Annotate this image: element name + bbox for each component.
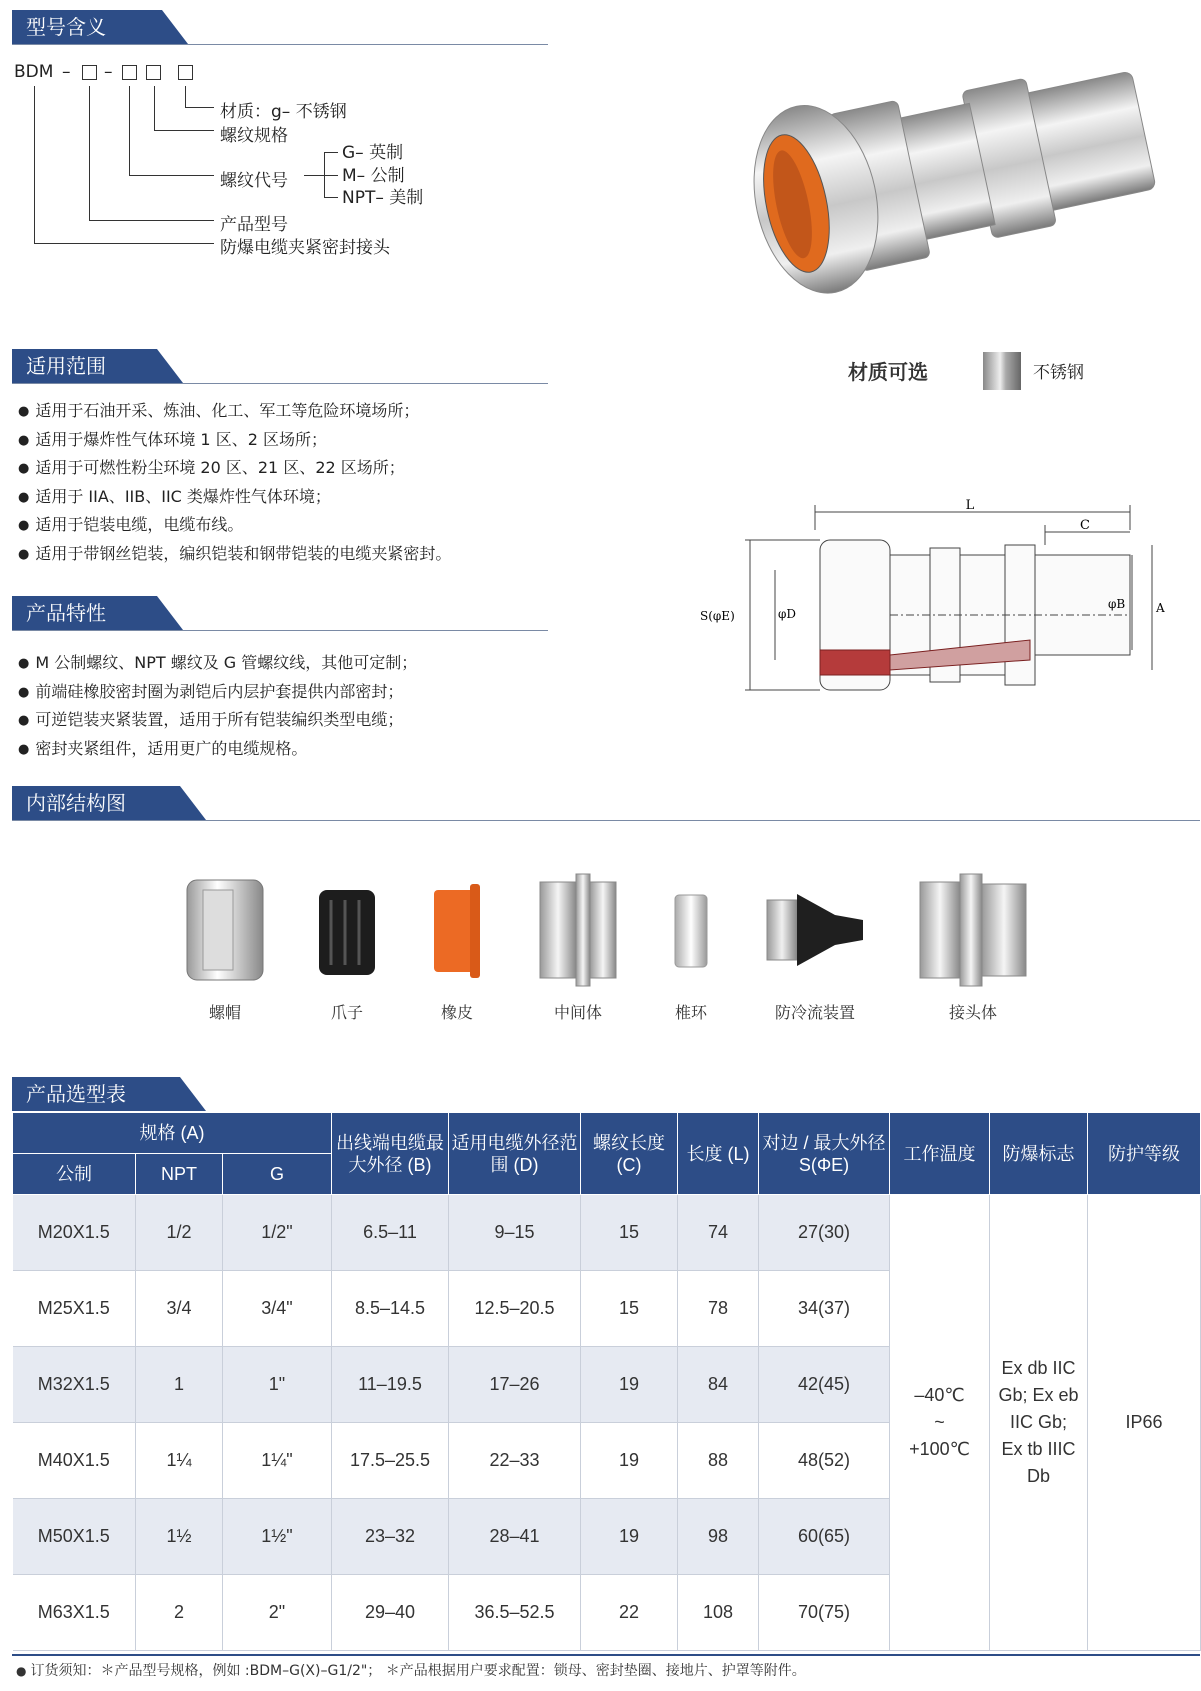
table-cell: 3/4: [136, 1271, 223, 1347]
list-item: ● 适用于石油开采、炼油、化工、军工等危险环境场所；: [18, 398, 451, 427]
leader-line: [324, 175, 338, 176]
model-code-diagram: [14, 62, 514, 282]
leader-line: [154, 86, 155, 131]
table-cell: 23–32: [332, 1499, 449, 1575]
divider: [12, 44, 548, 45]
material-label: 材质可选: [848, 360, 928, 384]
header-g: G: [223, 1154, 332, 1195]
leader-line: [185, 107, 214, 108]
header-metric: 公制: [13, 1154, 136, 1195]
model-dash-2: –: [104, 62, 113, 82]
header-temp: 工作温度: [890, 1113, 990, 1195]
table-cell: M40X1.5: [13, 1423, 136, 1499]
dim-label-c: C: [1080, 518, 1090, 533]
temp-sep: ~: [934, 1412, 945, 1432]
table-cell: 8.5–14.5: [332, 1271, 449, 1347]
model-prefix: BDM: [14, 62, 54, 82]
ip-rating: IP66: [1125, 1412, 1163, 1432]
table-cell: 19: [581, 1499, 678, 1575]
scope-list: [18, 398, 451, 569]
ip-cell: [1088, 1195, 1201, 1651]
part-anti-coldflow: [765, 870, 865, 1022]
part-label: 椎环: [674, 1003, 708, 1022]
divider: [12, 630, 548, 631]
header-outlet: 出线端电缆最大外径 (B): [332, 1113, 449, 1195]
table-cell: M50X1.5: [13, 1499, 136, 1575]
temp-max: +100℃: [909, 1439, 970, 1459]
dim-label-se: S(φE): [700, 609, 735, 623]
model-product-model-label: 产品型号: [220, 215, 288, 235]
part-label: 防冷流装置: [774, 1003, 856, 1022]
table-cell: M25X1.5: [13, 1271, 136, 1347]
table-cell: 2": [223, 1575, 332, 1651]
section-title: 型号含义: [12, 10, 162, 44]
model-thread-option-g: G– 英制: [342, 143, 404, 163]
connector-body-image: [918, 870, 1028, 990]
list-item: ● 前端硅橡胶密封圈为剥铠后内层护套提供内部密封；: [18, 679, 417, 708]
table-cell: 1/2": [223, 1195, 332, 1271]
table-cell: 84: [678, 1347, 759, 1423]
table-cell: 1¼: [136, 1423, 223, 1499]
dim-label-a: A: [1156, 601, 1165, 615]
model-thread-code-label: 螺纹代号: [220, 171, 288, 191]
table-cell: 22–33: [449, 1423, 581, 1499]
leader-line: [129, 86, 130, 176]
anti-coldflow-image: [765, 870, 865, 990]
part-label: 接头体: [948, 1003, 998, 1022]
table-row: [13, 1195, 1201, 1271]
list-item: ● 适用于爆炸性气体环境 1 区、2 区场所；: [18, 427, 451, 456]
dim-label-d: φD: [778, 607, 797, 621]
middle-body-image: [538, 870, 618, 990]
table-cell: 19: [581, 1423, 678, 1499]
list-item: ● 适用于铠装电缆，电缆布线。: [18, 512, 451, 541]
part-label: 螺帽: [208, 1003, 242, 1022]
leader-line: [324, 197, 338, 198]
dim-label-b: φB: [1108, 597, 1126, 611]
parts-row: [0, 870, 1200, 1030]
model-box-thread-size-2: [146, 65, 161, 80]
header-ex: 防爆标志: [990, 1113, 1088, 1195]
table-cell: 29–40: [332, 1575, 449, 1651]
list-item: ● M 公制螺纹、NPT 螺纹及 G 管螺纹线，其他可定制；: [18, 650, 417, 679]
table-cell: 3/4": [223, 1271, 332, 1347]
table-cell: 17.5–25.5: [332, 1423, 449, 1499]
table-cell: 2: [136, 1575, 223, 1651]
header-ip: 防护等级: [1088, 1113, 1201, 1195]
list-item: ● 适用于 IIA、IIB、IIC 类爆炸性气体环境；: [18, 484, 451, 513]
temp-min: –40℃: [914, 1385, 965, 1405]
part-label: 爪子: [330, 1003, 364, 1022]
list-item: ● 适用于带钢丝铠装，编织铠装和钢带铠装的电缆夹紧密封。: [18, 541, 451, 570]
model-dash-1: –: [62, 62, 71, 82]
section-title: 产品选型表: [12, 1077, 180, 1111]
table-cell: 27(30): [759, 1195, 890, 1271]
section-title: 适用范围: [12, 349, 157, 383]
leader-line: [34, 243, 214, 244]
leader-line: [324, 152, 338, 153]
nut-image: [185, 870, 265, 990]
part-cone-ring: [673, 870, 709, 1022]
table-cell: 15: [581, 1195, 678, 1271]
part-middle-body: [538, 870, 618, 1022]
section-title: 产品特性: [12, 596, 157, 630]
cone-ring-image: [673, 870, 709, 990]
divider: [12, 820, 1200, 821]
part-label: 橡皮: [440, 1003, 474, 1022]
leader-line: [89, 86, 90, 221]
table-cell: 6.5–11: [332, 1195, 449, 1271]
leader-line: [304, 175, 324, 176]
part-claw: [317, 870, 377, 1022]
model-product-name-label: 防爆电缆夹紧密封接头: [220, 238, 390, 258]
header-hex: 对边 / 最大外径 S(ΦE): [759, 1113, 890, 1195]
table-cell: 9–15: [449, 1195, 581, 1271]
table-cell: M20X1.5: [13, 1195, 136, 1271]
section-title: 内部结构图: [12, 786, 180, 820]
model-thread-size-label: 螺纹规格: [220, 126, 288, 146]
selection-table: [12, 1112, 1201, 1651]
table-cell: 108: [678, 1575, 759, 1651]
leader-line: [34, 86, 35, 244]
rubber-image: [432, 870, 482, 990]
model-thread-option-npt: NPT– 美制: [342, 188, 424, 208]
dimension-drawing: [700, 498, 1170, 700]
table-cell: 1¼": [223, 1423, 332, 1499]
ex-mark: Ex db IIC Gb; Ex eb IIC Gb; Ex tb IIIC Db: [998, 1358, 1079, 1486]
table-cell: 12.5–20.5: [449, 1271, 581, 1347]
table-bottom-rule: [12, 1654, 1200, 1656]
table-cell: 1": [223, 1347, 332, 1423]
table-cell: 1/2: [136, 1195, 223, 1271]
table-cell: 11–19.5: [332, 1347, 449, 1423]
list-item: ● 密封夹紧组件，适用更广的电缆规格。: [18, 736, 417, 765]
table-cell: 70(75): [759, 1575, 890, 1651]
part-connector-body: [918, 870, 1028, 1022]
part-nut: [185, 870, 265, 1022]
table-cell: 15: [581, 1271, 678, 1347]
table-cell: 36.5–52.5: [449, 1575, 581, 1651]
model-box-material: [178, 65, 193, 80]
header-npt: NPT: [136, 1154, 223, 1195]
table-cell: 74: [678, 1195, 759, 1271]
material-swatch: [983, 352, 1021, 390]
list-item: ● 适用于可燃性粉尘环境 20 区、21 区、22 区场所；: [18, 455, 451, 484]
header-length: 长度 (L): [678, 1113, 759, 1195]
table-cell: 48(52): [759, 1423, 890, 1499]
leader-line: [129, 175, 214, 176]
table-cell: 42(45): [759, 1347, 890, 1423]
table-cell: 1½": [223, 1499, 332, 1575]
table-cell: 1½: [136, 1499, 223, 1575]
model-box-thread-size-1: [122, 65, 137, 80]
list-item: ● 可逆铠装夹紧装置，适用于所有铠装编织类型电缆；: [18, 707, 417, 736]
table-cell: 22: [581, 1575, 678, 1651]
material-value: 不锈钢: [1033, 363, 1084, 383]
table-cell: 88: [678, 1423, 759, 1499]
table-cell: M63X1.5: [13, 1575, 136, 1651]
header-thread-length: 螺纹长度 (C): [581, 1113, 678, 1195]
table-cell: 28–41: [449, 1499, 581, 1575]
table-cell: 34(37): [759, 1271, 890, 1347]
table-cell: 98: [678, 1499, 759, 1575]
model-material-label: 材质：g– 不锈钢: [220, 102, 347, 122]
table-cell: 17–26: [449, 1347, 581, 1423]
table-cell: M32X1.5: [13, 1347, 136, 1423]
features-list: [18, 650, 417, 764]
table-cell: 1: [136, 1347, 223, 1423]
ex-cell: [990, 1195, 1088, 1651]
part-rubber: [432, 870, 482, 1022]
temp-cell: [890, 1195, 990, 1651]
table-cell: 78: [678, 1271, 759, 1347]
product-photo: [735, 50, 1175, 310]
table-cell: 19: [581, 1347, 678, 1423]
model-thread-option-m: M– 公制: [342, 166, 405, 186]
table-cell: 60(65): [759, 1499, 890, 1575]
part-label: 中间体: [553, 1003, 603, 1022]
dim-label-l: L: [965, 498, 975, 513]
leader-line: [154, 130, 214, 131]
header-cable-range: 适用电缆外径范围 (D): [449, 1113, 581, 1195]
header-spec: 规格 (A): [13, 1113, 332, 1154]
order-note: ● 订货须知：＊产品型号规格，例如 :BDM–G(X)–G1/2"； ＊产品根据用户要求配置：锁母、密封垫圈、接地片、护罩等附件。: [16, 1660, 806, 1680]
leader-line: [185, 86, 186, 108]
claw-image: [317, 870, 377, 990]
model-box-thread-code: [82, 65, 97, 80]
divider: [12, 383, 548, 384]
leader-line: [89, 220, 214, 221]
